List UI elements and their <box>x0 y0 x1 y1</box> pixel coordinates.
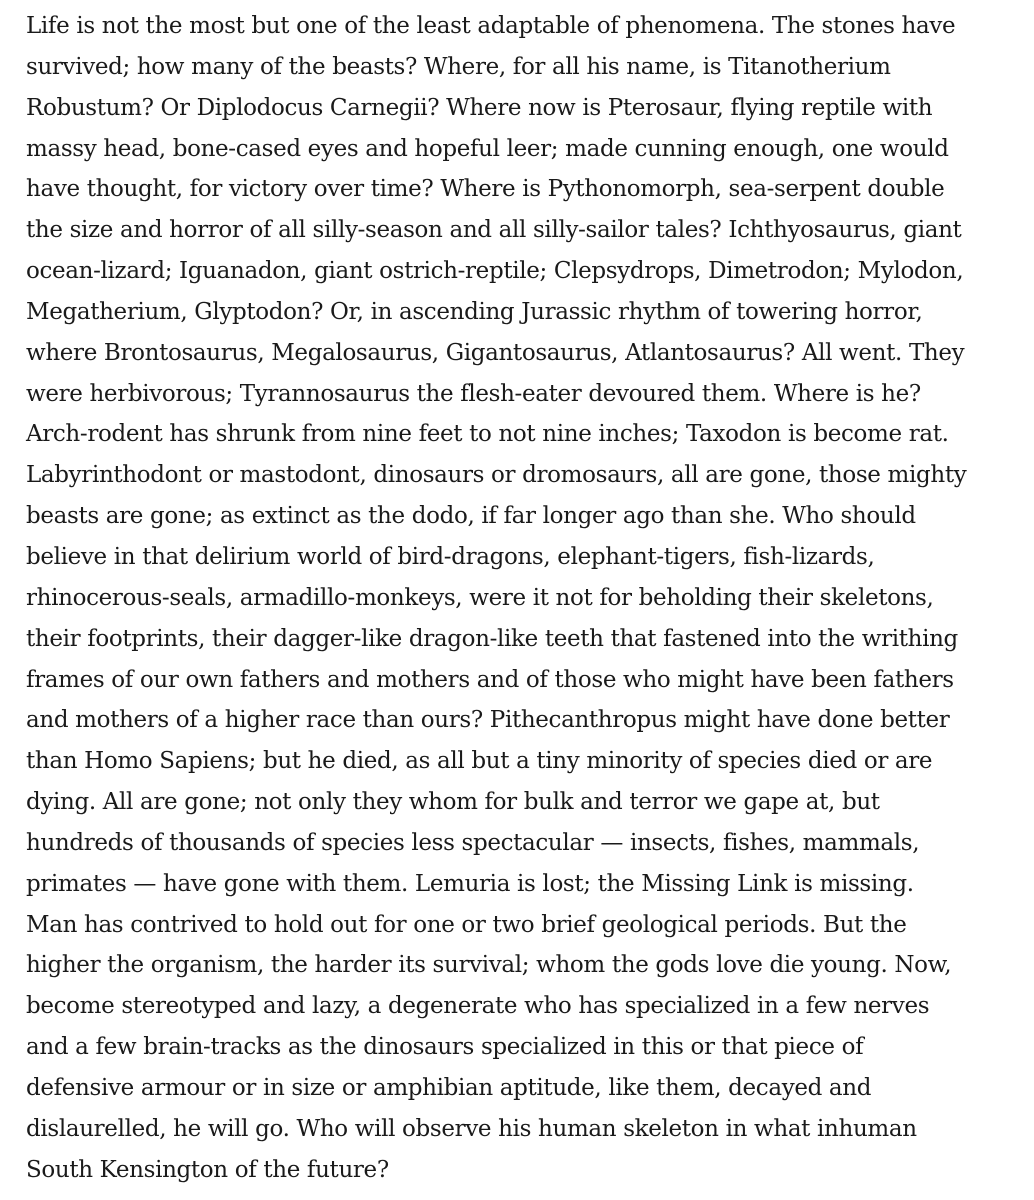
text-line-13: beasts are gone; as extinct as the dodo, if far longer ago than she. Who should <box>26 503 916 530</box>
text-line-11: Arch-rodent has shrunk from nine feet to not nine inches; Taxodon is become rat. <box>26 421 949 448</box>
text-line-10: were herbivorous; Tyrannosaurus the flesh-eater devoured them. Where is he? <box>26 380 921 407</box>
text-line-3: Robustum? Or Diplodocus Carnegii? Where now is Pterosaur, flying reptile with <box>26 94 933 121</box>
text-line-5: have thought, for victory over time? Where is Pythonomorph, sea-serpent double <box>26 176 945 203</box>
text-line-4: massy head, bone-cased eyes and hopeful leer; made cunning enough, one would <box>26 135 949 162</box>
text-line-17: frames of our own fathers and mothers and of those who might have been fathers <box>26 666 954 693</box>
text-line-2: survived; how many of the beasts? Where, for all his name, is Titanotherium <box>26 53 891 80</box>
text-line-28: dislaurelled, he will go. Who will observe his human skeleton in what inhuman <box>26 1115 917 1142</box>
text-line-6: the size and horror of all silly-season and all silly-sailor tales? Ichthyosaurus, giant <box>26 217 962 244</box>
text-line-24: higher the organism, the harder its survival; whom the gods love die young. Now, <box>26 952 952 979</box>
text-line-21: hundreds of thousands of species less spectacular — insects, fishes, mammals, <box>26 829 920 856</box>
text-line-7: ocean-lizard; Iguanadon, giant ostrich-reptile; Clepsydrops, Dimetrodon; Mylodon, <box>26 258 964 285</box>
text-line-25: become stereotyped and lazy, a degenerate who has specialized in a few nerves <box>26 993 930 1020</box>
text-line-19: than Homo Sapiens; but he died, as all but a tiny minority of species died or are <box>26 748 933 775</box>
text-line-9: where Brontosaurus, Megalosaurus, Gigantosaurus, Atlantosaurus? All went. They <box>26 339 965 366</box>
document-page <box>26 6 1026 1190</box>
text-line-16: their footprints, their dagger-like dragon-like teeth that fastened into the writhing <box>26 625 958 652</box>
text-line-26: and a few brain-tracks as the dinosaurs specialized in this or that piece of <box>26 1034 864 1061</box>
text-line-14: believe in that delirium world of bird-dragons, elephant-tigers, fish-lizards, <box>26 543 875 570</box>
text-line-1: Life is not the most but one of the least adaptable of phenomena. The stones have <box>26 13 956 39</box>
text-line-15: rhinocerous-seals, armadillo-monkeys, were it not for beholding their skeletons, <box>26 584 934 611</box>
text-line-22: primates — have gone with them. Lemuria is lost; the Missing Link is missing. <box>26 870 914 897</box>
text-line-8: Megatherium, Glyptodon? Or, in ascending Jurassic rhythm of towering horror, <box>26 298 923 325</box>
text-line-29: South Kensington of the future? <box>26 1156 389 1183</box>
text-line-12: Labyrinthodont or mastodont, dinosaurs or dromosaurs, all are gone, those mighty <box>26 462 967 489</box>
text-line-27: defensive armour or in size or amphibian aptitude, like them, decayed and <box>26 1074 872 1101</box>
paragraph <box>26 6 1026 1190</box>
text-line-18: and mothers of a higher race than ours? Pithecanthropus might have done better <box>26 707 950 734</box>
text-line-23: Man has contrived to hold out for one or two brief geological periods. But the <box>26 911 907 938</box>
text-line-20: dying. All are gone; not only they whom for bulk and terror we gape at, but <box>26 789 880 816</box>
